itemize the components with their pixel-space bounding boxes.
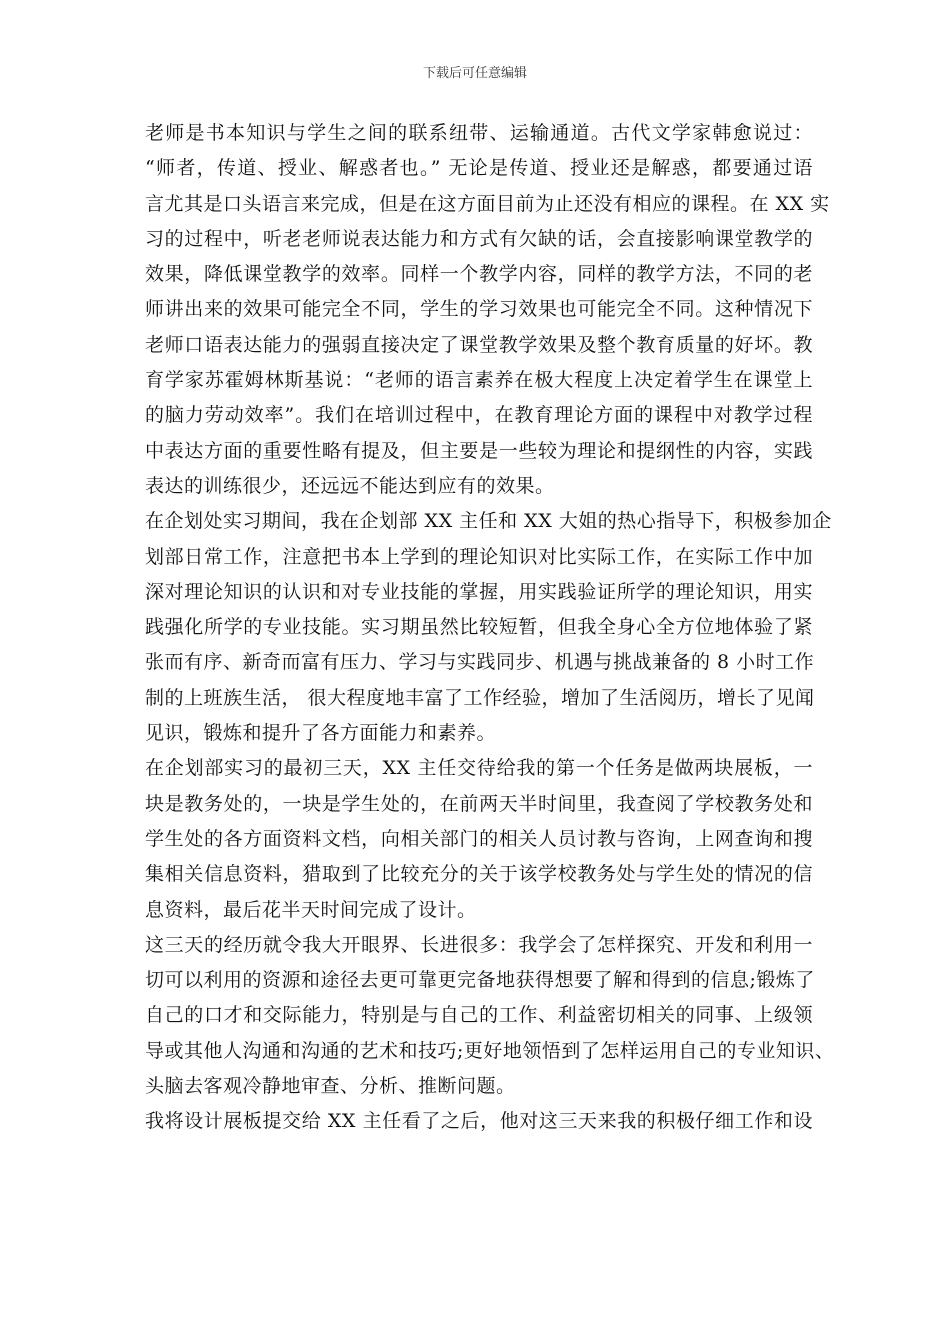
- paragraph-experience: [145, 928, 835, 1104]
- page-header: 下载后可任意编辑: [422, 66, 527, 81]
- text-line: 这三天的经历就令我大开眼界、长进很多：我学会了怎样探究、开发和利用一: [145, 933, 813, 956]
- text-line: 我将设计展板提交给 XX 主任看了之后，他对这三天来我的积极仔细工作和设: [145, 1110, 813, 1133]
- text-line: 张而有序、新奇而富有压力、学习与实践同步、机遇与挑战兼备的 8 小时工作: [145, 651, 815, 674]
- text-line: 切可以利用的资源和途径去更可靠更完备地获得想要了解和得到的信息;锻炼了: [145, 969, 815, 992]
- text-line: 老师口语表达能力的强弱直接决定了课堂教学效果及整个教育质量的好坏。教: [145, 333, 813, 356]
- text-line: 育学家苏霍姆林斯基说：“老师的语言素养在极大程度上决定着学生在课堂上: [145, 369, 813, 392]
- text-line: 的脑力劳动效率”。我们在培训过程中，在教育理论方面的课程中对教学过程: [145, 404, 813, 427]
- text-line: 导或其他人沟通和沟通的艺术和技巧;更好地领悟到了怎样运用自己的专业知识、: [145, 1039, 835, 1062]
- paragraph-submission: [145, 1104, 813, 1139]
- text-line: 践强化所学的专业技能。实习期虽然比较短暂，但我全身心全方位地体验了紧: [145, 616, 813, 639]
- text-line: 师讲出来的效果可能完全不同，学生的学习效果也可能完全不同。这种情况下: [145, 298, 813, 321]
- text-line: 头脑去客观冷静地审查、分析、推断问题。: [145, 1075, 516, 1098]
- text-line: 集相关信息资料，猎取到了比较充分的关于该学校教务处与学生处的情况的信: [145, 863, 813, 886]
- text-line: 划部日常工作，注意把书本上学到的理论知识对比实际工作，在实际工作中加: [145, 545, 813, 568]
- paragraph-internship-period: [145, 504, 832, 751]
- text-line: “师者，传道、授业、解惑者也。” 无论是传道、授业还是解惑，都要通过语: [145, 157, 813, 180]
- text-line: 效果，降低课堂教学的效率。同样一个教学内容，同样的教学方法，不同的老: [145, 263, 813, 286]
- text-line: 在企划处实习期间，我在企划部 XX 主任和 XX 大姐的热心指导下，积极参加企: [145, 510, 832, 533]
- text-line: 在企划部实习的最初三天，XX 主任交待给我的第一个任务是做两块展板，一: [145, 757, 813, 780]
- paragraph-first-three-days: [145, 751, 813, 927]
- text-line: 见识，锻炼和提升了各方面能力和素养。: [145, 722, 497, 745]
- text-line: 制的上班族生活， 很大程度地丰富了工作经验，增加了生活阅历，增长了见闻: [145, 686, 815, 709]
- text-line: 中表达方面的重要性略有提及，但主要是一些较为理论和提纲性的内容，实践: [145, 439, 813, 462]
- paragraph-teacher-role: [145, 116, 830, 504]
- text-line: 习的过程中，听老老师说表达能力和方式有欠缺的话，会直接影响课堂教学的: [145, 227, 813, 250]
- text-line: 表达的训练很少，还远远不能达到应有的效果。: [145, 474, 555, 497]
- document-body: [145, 116, 835, 1140]
- text-line: 块是教务处的，一块是学生处的，在前两天半时间里，我查阅了学校教务处和: [145, 792, 813, 815]
- text-line: 老师是书本知识与学生之间的联系纽带、运输通道。古代文学家韩愈说过：: [145, 122, 813, 144]
- text-line: 息资料，最后花半天时间完成了设计。: [145, 898, 477, 921]
- text-line: 深对理论知识的认识和对专业技能的掌握，用实践验证所学的理论知识，用实: [145, 580, 813, 603]
- text-line: 自己的口才和交际能力，特别是与自己的工作、利益密切相关的同事、上级领: [145, 1004, 813, 1027]
- text-line: 学生处的各方面资料文档，向相关部门的相关人员讨教与咨询，上网查询和搜: [145, 827, 813, 850]
- text-line: 言尤其是口头语言来完成，但是在这方面目前为止还没有相应的课程。在 XX 实: [145, 192, 830, 215]
